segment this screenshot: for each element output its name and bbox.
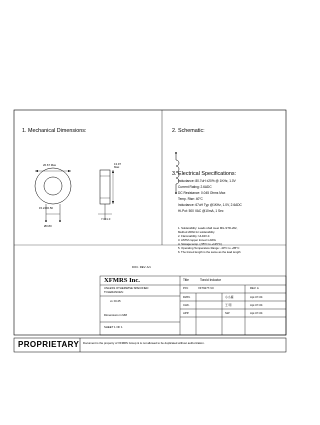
spec-line: Current Rating: 2.6ADC	[178, 185, 212, 189]
dim-lead-dia: Ø0.80	[44, 224, 52, 228]
name-chk: 王 明	[225, 303, 232, 307]
toroid-inner-circle	[44, 177, 62, 195]
toroid-outer-circle	[35, 168, 71, 204]
name-app: SW	[225, 311, 230, 315]
tolerance-line: UNLESS OTHERWISE SPECIFIED	[104, 286, 149, 290]
spec-line: Temp. Rise: 40°C	[178, 197, 203, 201]
proprietary-label: PROPRIETARY	[18, 340, 80, 349]
note-line: 5. Operating Temperature Range: -40°C to +85°C	[178, 246, 240, 250]
spec-line: Inductance: 67uH Typ @1KHz, 1.0V, 2.6ADC	[178, 203, 242, 207]
date-app: Apr-07-04	[250, 311, 263, 315]
date-dwn: Apr-07-04	[250, 295, 263, 299]
electrical-title: 3. Electrical Specifications:	[172, 171, 237, 177]
sheet-count: SHEET 1 OF 1	[104, 325, 123, 329]
note-line: 6. The tinned length is the same as the lead length	[178, 250, 241, 254]
title-value: Toroid Inductor	[200, 278, 222, 282]
role-app: APP.	[183, 311, 190, 315]
role-chk: CHK.	[183, 303, 190, 307]
spec-line: Inductance: 80.7uH ±20% @ 1KHz, 1.0V	[178, 179, 236, 183]
dim-height: 13.97 Max	[114, 162, 121, 169]
tolerance-line: xx ±0.25	[110, 299, 121, 303]
role-dwn: DWN.	[183, 295, 191, 299]
company-name: XFMRS Inc.	[104, 277, 140, 284]
dim-od: 26.67 Max	[43, 163, 57, 167]
rev-label: REV. A	[250, 286, 259, 290]
doc-rev: DOC. REV. A/1	[132, 265, 151, 269]
dimensions-in: Dimensions in MM	[104, 313, 128, 317]
note-line: Method 208H for solderability.	[178, 230, 215, 234]
dim-lead-span: 15.24±0.50	[39, 206, 53, 210]
date-chk: Apr-07-04	[250, 303, 263, 307]
toroid-side-view	[100, 170, 110, 204]
title-label: Title	[183, 278, 189, 282]
note-line: 2. Flammability: UL94V-0.	[178, 234, 211, 238]
schematic-title: 2. Schematic:	[172, 128, 205, 134]
spec-line: Hi-Pot: 500 VAC @10mA, 1 Sec	[178, 209, 224, 213]
pn-value: XF7927T-V0	[198, 286, 214, 290]
note-line: 3. ASTM copper tinned 1 AWG	[178, 238, 216, 242]
note-line: 4. Storage temp. (-55°C to +125°C)	[178, 242, 222, 246]
proprietary-text: Document is the property of XFMRS Group & is not allowed to be duplicated without authorization.	[83, 341, 205, 345]
pn-label: P/N:	[183, 286, 189, 290]
tolerance-line: TOLERANCES:	[104, 290, 124, 294]
spec-line: DC Resistance: 0.045 Ohms Max	[178, 191, 226, 195]
mechanical-title: 1. Mechanical Dimensions:	[22, 128, 87, 134]
dim-lead-length: 7.0±1.0	[101, 217, 111, 221]
note-line: 1. Solderability: Leads shall meet MIL-STD-202,	[178, 226, 238, 230]
name-dwn: 小小鹿	[225, 295, 234, 299]
